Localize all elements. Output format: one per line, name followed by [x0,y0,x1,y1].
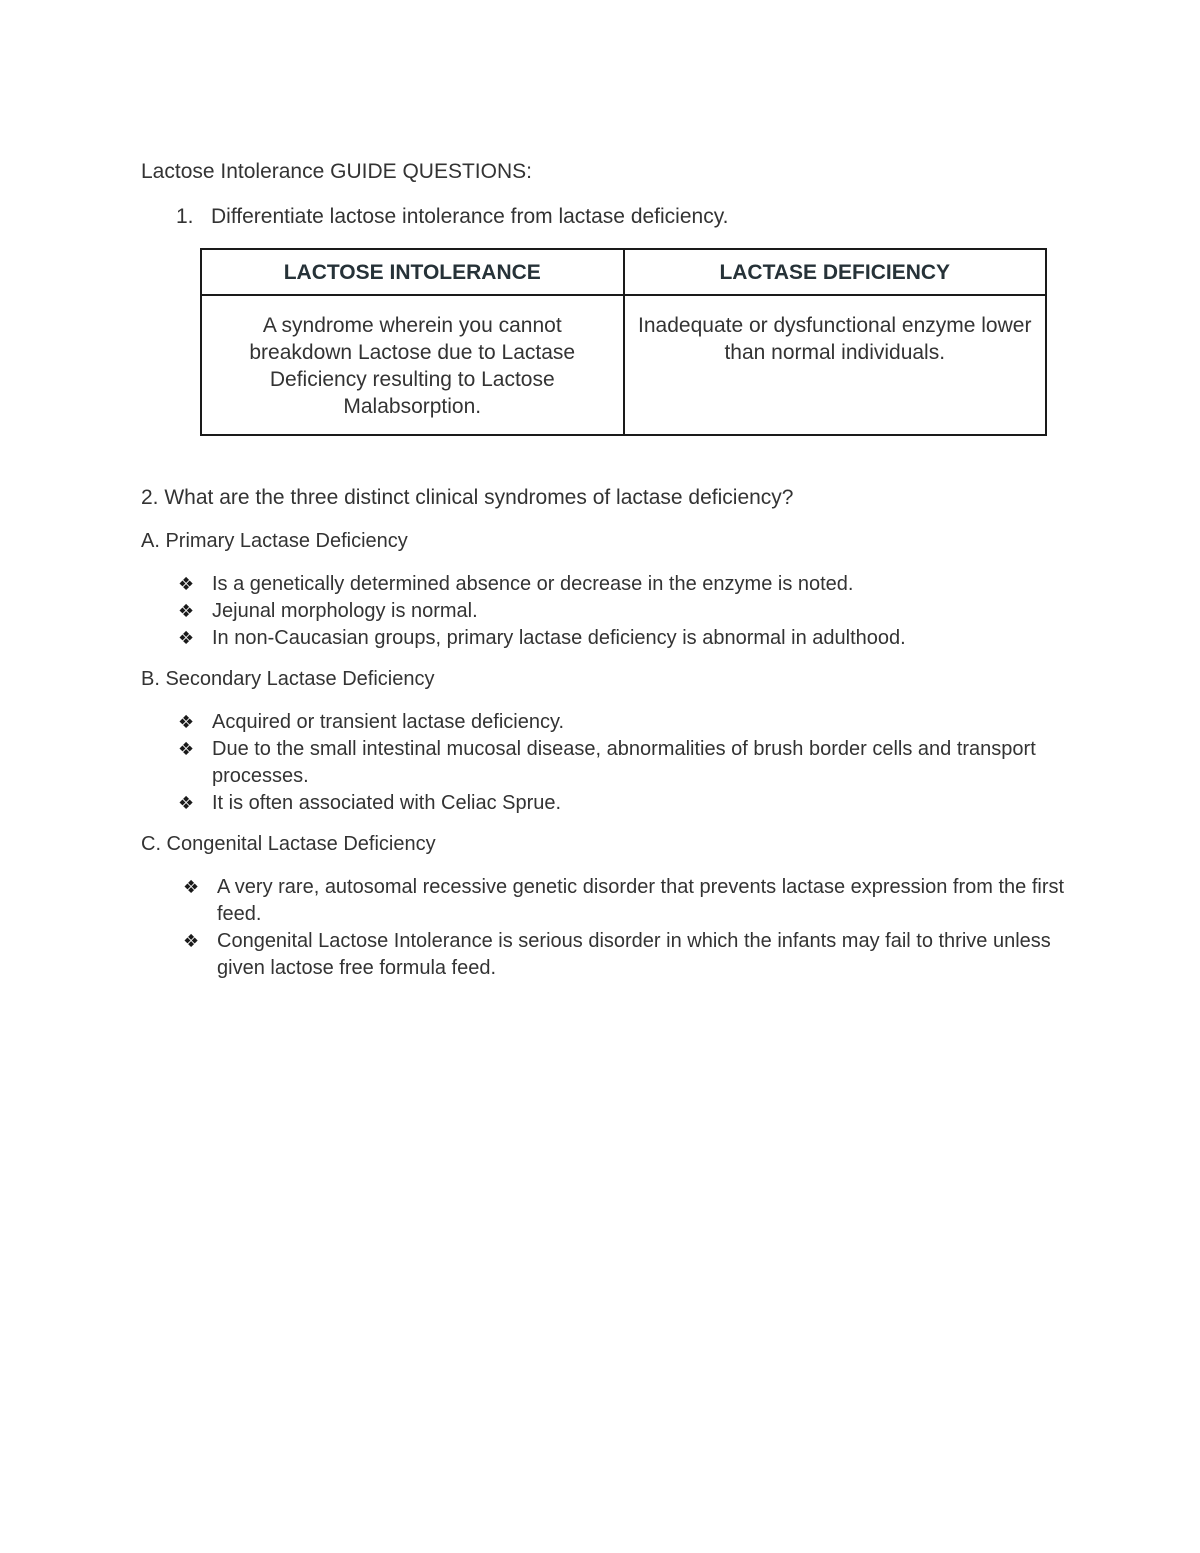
diamond-bullet-icon: ❖ [183,877,200,897]
question-1 [176,205,728,229]
diamond-bullet-icon: ❖ [178,712,195,732]
list-item-text: Acquired or transient lactase deficiency. [212,711,565,733]
question-1-number: 1. [176,205,194,228]
diamond-bullet-icon: ❖ [178,793,195,813]
list-item-text: Is a genetically determined absence or decrease in the enzyme is noted. [212,573,854,595]
list-item-text: It is often associated with Celiac Sprue. [212,792,562,814]
table-cell-lactose-intolerance: A syndrome wherein you cannot breakdown Lactose due to Lactase Deficiency resulting to Lactose Malabsorption. [201,295,624,435]
list-item [178,598,1078,625]
list-item-text: Due to the small intestinal mucosal disease, abnormalities of brush border cells and transport processes. [212,738,1036,787]
diamond-bullet-icon: ❖ [178,574,195,594]
diamond-bullet-icon: ❖ [178,601,195,621]
table-cell-lactase-deficiency: Inadequate or dysfunctional enzyme lower than normal individuals. [624,295,1047,435]
question-2: 2. What are the three distinct clinical syndromes of lactase deficiency? [141,486,794,509]
list-item [178,709,1038,736]
list-item-text: Jejunal morphology is normal. [212,600,478,622]
section-heading-secondary: B. Secondary Lactase Deficiency [141,668,435,690]
list-item [178,790,1038,817]
list-item [178,736,1038,790]
bullet-list-secondary [178,709,1038,817]
list-item-text: Congenital Lactose Intolerance is serious disorder in which the infants may fail to thrive unless given lactose free formula feed. [217,930,1051,979]
section-heading-primary: A. Primary Lactase Deficiency [141,530,408,552]
list-item-text: In non-Caucasian groups, primary lactase deficiency is abnormal in adulthood. [212,627,906,649]
list-item [178,571,1078,598]
bullet-list-primary [178,571,1078,652]
bullet-list-congenital [183,874,1083,982]
comparison-table [200,248,1047,436]
diamond-bullet-icon: ❖ [178,739,195,759]
diamond-bullet-icon: ❖ [178,628,195,648]
table-row [201,295,1046,435]
list-item-text: A very rare, autosomal recessive genetic disorder that prevents lactase expression from the first feed. [217,876,1065,925]
table-header-row [201,249,1046,295]
question-1-text: Differentiate lactose intolerance from lactase deficiency. [211,205,729,228]
document-title: Lactose Intolerance GUIDE QUESTIONS: [141,160,532,183]
table-header-lactose-intolerance: LACTOSE INTOLERANCE [201,249,624,295]
list-item [183,874,1083,928]
diamond-bullet-icon: ❖ [183,931,200,951]
section-heading-congenital: C. Congenital Lactase Deficiency [141,833,436,855]
list-item [183,928,1083,982]
table-header-lactase-deficiency: LACTASE DEFICIENCY [624,249,1047,295]
list-item [178,625,1078,652]
